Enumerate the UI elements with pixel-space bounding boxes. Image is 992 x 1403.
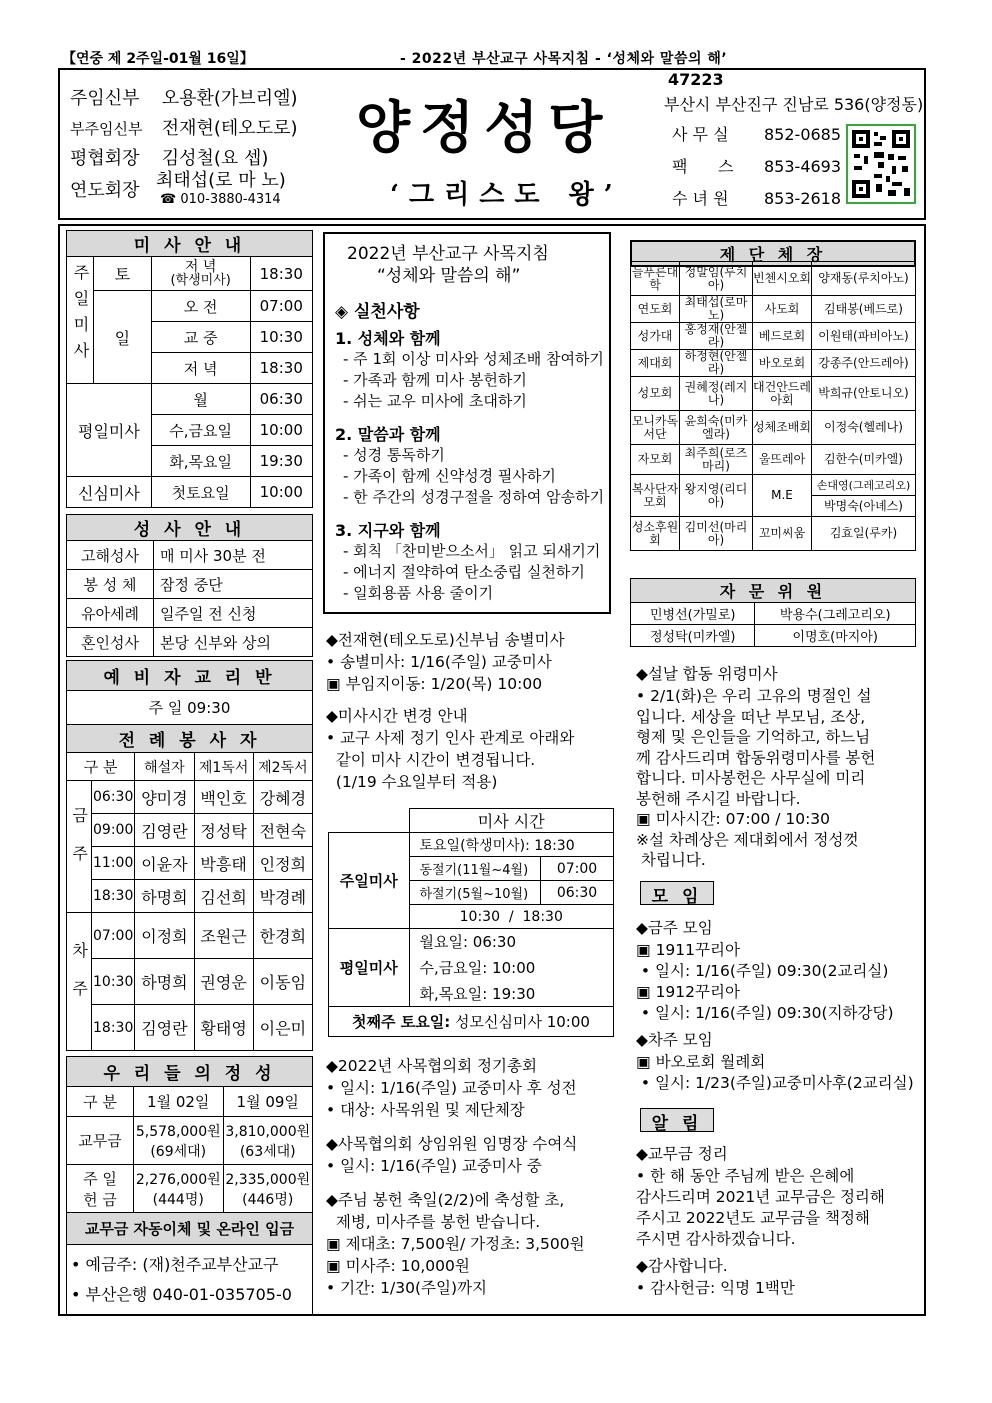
offering-header: 1월 09일 (223, 1087, 313, 1117)
liturgy-server: 권영운 (194, 959, 253, 1005)
assembly-title: ◆2022년 사목협의회 정기총회 (326, 1057, 537, 1075)
feast-line: ▣ 제대초: 7,500원/ 가정초: 3,500원 (326, 1235, 585, 1253)
liturgy-server: 박흥태 (194, 847, 253, 880)
advisor-name: 정성탁(미카엘) (631, 625, 755, 647)
sunday-offering-label: 주 일 헌 금 (67, 1165, 134, 1213)
bulletin-header (58, 68, 926, 220)
sacrament-value: 일주일 전 신청 (154, 599, 313, 628)
text-line: • 한 해 동안 주님께 받은 은혜에 (636, 1167, 855, 1185)
text-line: ▣ 1911꾸리아 (636, 941, 740, 959)
group-leader: 손대영(그레고리오) (812, 475, 916, 496)
summer-label: 하절기(5월~10월) (409, 881, 541, 905)
offering-title: 우 리 들 의 정 성 (67, 1057, 313, 1087)
group-leader: 이정숙(헬레나) (812, 411, 916, 445)
practice-line: - 주 1회 이상 미사와 성체조배 참여하기 (343, 350, 604, 368)
new-mass-time-table (328, 808, 614, 1037)
group-leader: 홍정재(안젤라) (680, 323, 753, 350)
new-weekday-time: 수,금요일: 10:00 (409, 955, 614, 981)
new-weekday-time: 월요일: 06:30 (409, 929, 614, 955)
practice-line: - 일회용품 사용 줄이기 (343, 584, 494, 602)
group-name: M.E (753, 475, 812, 517)
text-line: 형제 및 은인들을 기억하고, 하느님 (636, 728, 871, 746)
group-leader: 강종주(안드레아) (812, 350, 916, 377)
liturgy-server: 이동임 (253, 959, 312, 1005)
sacrament-label: 유아세례 (67, 599, 154, 628)
saturday-time: 18:30 (250, 257, 312, 291)
group-leader: 박희규(안토니오) (812, 377, 916, 411)
winter-label: 동절기(11월~4월) (409, 857, 541, 881)
group-leader: 김태봉(베드로) (812, 296, 916, 323)
staff-memorial-name: 최태섭(로 마 노) (156, 170, 286, 191)
group-leader: 김한수(미카엘) (812, 445, 916, 475)
liturgy-time: 07:00 (92, 913, 135, 959)
liturgy-server: 조원근 (194, 913, 253, 959)
office-phone: 사 무 실 852-0685 (672, 125, 842, 144)
dues-title: ◆교무금 정리 (636, 1145, 728, 1163)
staff-assistant: 부주임신부 전재현(테오도로) (70, 118, 298, 139)
sunday-label: 일 (94, 291, 152, 384)
staff-memorial: 연도회장 (70, 180, 140, 201)
mass-time-title: 미사 시간 (409, 809, 614, 833)
sun-evening-label: 저 녁 (151, 353, 250, 384)
sunday-mass-label: 주일미사 (67, 257, 94, 384)
liturgy-header: 해설자 (135, 753, 194, 781)
assembly-line: • 대상: 사목위원 및 제단체장 (326, 1101, 525, 1119)
catechumen-time: 주 일 09:30 (67, 691, 313, 725)
text-line: ▣ 바오로회 월례회 (636, 1053, 766, 1071)
liturgy-server: 정성탁 (194, 814, 253, 847)
group-leader: 김효일(루카) (812, 517, 916, 551)
new-saturday: 토요일(학생미사): 18:30 (409, 833, 614, 857)
farewell-line: ▣ 부임지이동: 1/20(목) 10:00 (326, 675, 543, 693)
devotion-mass-label: 신심미사 (67, 477, 152, 508)
text-line: • 2/1(화)은 우리 고유의 명절인 설 (636, 687, 872, 705)
qr-code-icon[interactable] (846, 124, 916, 204)
group-leader: 왕지영(리디아) (680, 475, 753, 517)
group-leader: 박명숙(아녜스) (812, 496, 916, 517)
liturgy-server: 백인호 (194, 781, 253, 814)
liturgy-table (66, 724, 313, 1051)
group-name: 바오로회 (753, 350, 812, 377)
liturgy-time: 11:00 (92, 847, 135, 880)
liturgy-time: 10:30 (92, 959, 135, 1005)
mass-change-line: • 교구 사제 정기 인사 관계로 아래와 (326, 729, 575, 747)
feast-title: 제병, 미사주를 봉헌 받습니다. (326, 1213, 541, 1231)
group-leader: 윤희숙(미카엘라) (680, 411, 753, 445)
group-leader: 정말임(루치아) (680, 262, 753, 296)
group-name: 대건안드레아회 (753, 377, 812, 411)
memorial-phone: ☎ 010-3880-4314 (160, 192, 281, 207)
liturgy-server: 이정희 (135, 913, 194, 959)
church-name: 양정성당 (356, 95, 613, 161)
appointment-line: • 일시: 1/16(주일) 교중미사 중 (326, 1157, 542, 1175)
pastoral-title: 2022년 부산교구 사목지침 (347, 244, 549, 264)
sacrament-label: 혼인성사 (67, 628, 154, 657)
this-week-meetings-title: ◆금주 모임 (636, 919, 713, 937)
summer-time: 06:30 (541, 881, 614, 905)
feast-line: ▣ 미사주: 10,000원 (326, 1257, 470, 1275)
text-line: • 일시: 1/23(주일)교중미사후(2교리실) (636, 1074, 914, 1092)
this-week-label: 금주 (67, 781, 92, 913)
group-name: 성모회 (631, 377, 680, 411)
liturgy-time: 06:30 (92, 781, 135, 814)
feast-line: • 기간: 1/30(주일)까지 (326, 1279, 487, 1297)
advisor-name: 박용수(그레고리오) (755, 603, 916, 625)
account-info: • 예금주: (재)천주교부산교구 • 부산은행 040-01-035705-0 (67, 1245, 313, 1315)
weekday-wedfri-time: 10:00 (250, 415, 312, 446)
liturgy-server: 하명희 (135, 880, 194, 913)
text-line: 감사드리며 2021년 교무금은 정리해 (636, 1188, 885, 1206)
practice-item-head: 2. 말씀과 함께 (335, 425, 441, 444)
pastoral-subtitle: “성체와 말씀의 해” (377, 266, 521, 286)
advisors-title: 자 문 위 원 (631, 579, 916, 603)
sacrament-value: 매 미사 30분 전 (154, 541, 313, 570)
text-line: • 감사헌금: 익명 1백만 (636, 1279, 795, 1297)
liturgy-server: 이윤자 (135, 847, 194, 880)
sun-morning-label: 오 전 (151, 291, 250, 322)
text-line: 합니다. 미사봉헌은 사무실에 미리 (636, 769, 866, 787)
mass-guide-title: 미 사 안 내 (67, 231, 313, 257)
mass-change-line: (1/19 수요일부터 적용) (326, 773, 498, 791)
group-name: 늘푸른대학 (631, 262, 680, 296)
weekday-mass-label: 평일미사 (67, 384, 152, 477)
liturgy-header: 제2독서 (253, 753, 312, 781)
groups-title: 제 단 체 장 (631, 241, 915, 266)
weekday-mon-label: 월 (151, 384, 250, 415)
practice-line: - 가족과 함께 미사 봉헌하기 (343, 371, 527, 389)
practice-line: - 성경 통독하기 (343, 446, 445, 464)
group-leader: 최태섭(로마노) (680, 296, 753, 323)
group-name: 모니카독서단 (631, 411, 680, 445)
pastoral-guideline-box (323, 232, 611, 614)
catechumen-title: 예 비 자 교 리 반 (67, 661, 313, 691)
fax-number: 팩 스 853-4693 (672, 157, 842, 176)
postcode: 47223 (668, 70, 724, 89)
sacrament-title: 성 사 안 내 (67, 515, 313, 541)
liturgy-title: 전 례 봉 사 자 (67, 725, 313, 753)
sun-evening-time: 18:30 (250, 353, 312, 384)
practice-heading: ◈ 실천사항 (335, 302, 420, 322)
top-line (62, 48, 930, 68)
mass-change-title: ◆미사시간 변경 안내 (326, 707, 468, 725)
liturgy-server: 이은미 (253, 1005, 312, 1051)
staff-council: 평협회장 김성철(요 셉) (70, 148, 269, 169)
lunar-title: ◆설날 합동 위령미사 (636, 665, 778, 683)
church-subtitle: ‘그리스도 왕’ (390, 180, 623, 210)
notices-tag: 알 림 (640, 1108, 714, 1132)
weekday-tuethu-time: 19:30 (250, 446, 312, 477)
issue-date: 【연중 제 2주일-01월 16일】 (62, 51, 254, 67)
thanks-title: ◆감사합니다. (636, 1257, 728, 1275)
devotion-day: 첫토요일 (151, 477, 250, 508)
sacrament-label: 고해성사 (67, 541, 154, 570)
sunday-offering-week1: 2,276,000원 (444명) (134, 1165, 224, 1213)
liturgy-time: 18:30 (92, 880, 135, 913)
text-line: 차립니다. (636, 851, 706, 869)
next-week-label: 차주 (67, 913, 92, 1051)
sunday-more-times: 10:30 / 18:30 (409, 905, 614, 929)
appointment-title: ◆사목협의회 상임위원 임명장 수여식 (326, 1135, 578, 1153)
sunday-offering-week2: 2,335,000원 (446명) (223, 1165, 313, 1213)
liturgy-server: 한경희 (253, 913, 312, 959)
text-line: 주시고 2022년도 교무금을 책정해 (636, 1209, 870, 1227)
practice-line: - 쉬는 교우 미사에 초대하기 (343, 392, 527, 410)
sacrament-value: 본당 신부와 상의 (154, 628, 313, 657)
sacrament-value: 잠정 중단 (154, 570, 313, 599)
mass-guide-table (66, 230, 313, 508)
group-name: 연도회 (631, 296, 680, 323)
liturgy-time: 09:00 (92, 814, 135, 847)
feast-title: ◆주님 봉헌 축일(2/2)에 축성할 초, (326, 1191, 565, 1209)
sun-morning-time: 07:00 (250, 291, 312, 322)
offering-header: 1월 02일 (134, 1087, 224, 1117)
group-name: 성가대 (631, 323, 680, 350)
text-line: ※설 차례상은 제대회에서 정성껏 (636, 830, 859, 849)
liturgy-server: 하명희 (135, 959, 194, 1005)
practice-line: - 한 주간의 성경구절을 정하여 암송하기 (343, 488, 605, 506)
convent-phone: 수 녀 원 853-2618 (672, 189, 842, 208)
liturgy-server: 전현숙 (253, 814, 312, 847)
dues-label: 교무금 (67, 1117, 134, 1165)
groups-body (630, 261, 916, 551)
group-name: 베드로회 (753, 323, 812, 350)
practice-line: - 에너지 절약하여 탄소중립 실천하기 (343, 563, 585, 581)
sacrament-label: 봉 성 체 (67, 570, 154, 599)
assembly-line: • 일시: 1/16(주일) 교중미사 후 성전 (326, 1079, 577, 1097)
group-leader: 하정현(안젤라) (680, 350, 753, 377)
sun-main-label: 교 중 (151, 322, 250, 353)
practice-item-head: 1. 성체와 함께 (335, 329, 441, 348)
staff-pastor: 주임신부 오용환(가브리엘) (70, 88, 298, 109)
liturgy-server: 강혜경 (253, 781, 312, 814)
group-leader: 이원태(파비아노) (812, 323, 916, 350)
catechumen-table (66, 660, 313, 725)
address: 부산시 부산진구 진남로 536(양정동) (664, 95, 924, 114)
weekday-wedfri-label: 수,금요일 (151, 415, 250, 446)
text-line: 봉헌해 주시길 바랍니다. (636, 789, 801, 808)
group-name: 사도회 (753, 296, 812, 323)
text-line: • 일시: 1/16(주일) 09:30(지하강당) (636, 1004, 894, 1022)
liturgy-server: 김영란 (135, 814, 194, 847)
weekday-mon-time: 06:30 (250, 384, 312, 415)
group-leader: 김미선(마리아) (680, 517, 753, 551)
liturgy-server: 양미경 (135, 781, 194, 814)
farewell-title: ◆전재현(테오도로)신부님 송별미사 (326, 631, 565, 649)
new-sunday-label: 주일미사 (329, 833, 410, 929)
liturgy-time: 18:30 (92, 1005, 135, 1051)
advisor-name: 이명호(마지아) (755, 625, 916, 647)
practice-item-head: 3. 지구와 함께 (335, 521, 441, 540)
liturgy-server: 김영란 (135, 1005, 194, 1051)
diocese-motto: - 2022년 부산교구 사목지침 - ‘성체와 말씀의 해’ (400, 51, 728, 67)
group-leader: 권혜정(레지나) (680, 377, 753, 411)
liturgy-header: 제1독서 (194, 753, 253, 781)
meetings-tag: 모 임 (640, 881, 714, 905)
saturday-label: 토 (94, 257, 152, 291)
group-name: 꼬미씨움 (753, 517, 812, 551)
sacrament-table (66, 514, 313, 657)
new-weekday-label: 평일미사 (329, 929, 410, 1007)
text-line: 께 감사드리며 합동위령미사를 봉헌 (636, 748, 876, 767)
group-name: 제대회 (631, 350, 680, 377)
text-line: ▣ 1912꾸리아 (636, 983, 740, 1001)
mass-change-line: 같이 미사 시간이 변경됩니다. (326, 751, 536, 769)
farewell-line: • 송별미사: 1/16(주일) 교중미사 (326, 653, 552, 671)
group-name: 성체조배회 (753, 411, 812, 445)
winter-time: 07:00 (541, 857, 614, 881)
advisor-name: 민병선(가밀로) (631, 603, 755, 625)
liturgy-server: 박경례 (253, 880, 312, 913)
group-name: 울뜨레아 (753, 445, 812, 475)
next-week-meetings-title: ◆차주 모임 (636, 1031, 713, 1049)
group-leader: 양재동(루치아노) (812, 262, 916, 296)
practice-line: - 회칙 「찬미받으소서」 읽고 되새기기 (343, 542, 601, 560)
group-name: 빈첸시오회 (753, 262, 812, 296)
sun-main-time: 10:30 (250, 322, 312, 353)
new-weekday-time: 화,목요일: 19:30 (409, 981, 614, 1007)
weekday-tuethu-label: 화,목요일 (151, 446, 250, 477)
group-leader: 최주희(로즈마리) (680, 445, 753, 475)
group-name: 성소후원회 (631, 517, 680, 551)
auto-transfer-title: 교무금 자동이체 및 온라인 입금 (67, 1213, 313, 1245)
advisors-table (630, 578, 916, 647)
offering-table (66, 1056, 313, 1315)
liturgy-server: 황태영 (194, 1005, 253, 1051)
dues-week1: 5,578,000원 (69세대) (134, 1117, 224, 1165)
offering-header: 구 분 (67, 1087, 134, 1117)
saturday-evening: 저 녁 (학생미사) (151, 257, 250, 291)
liturgy-server: 인정희 (253, 847, 312, 880)
dues-week2: 3,810,000원 (63세대) (223, 1117, 313, 1165)
group-name: 자모회 (631, 445, 680, 475)
text-line: 입니다. 세상을 떠난 부모님, 조상, (636, 707, 866, 726)
liturgy-server: 김선희 (194, 880, 253, 913)
group-name: 복사단자모회 (631, 475, 680, 517)
practice-line: - 가족이 함께 신약성경 필사하기 (343, 467, 556, 485)
text-line: ▣ 미사시간: 07:00 / 10:30 (636, 810, 831, 828)
liturgy-header: 구 분 (67, 753, 135, 781)
text-line: • 일시: 1/16(주일) 09:30(2교리실) (636, 962, 889, 980)
text-line: 주시면 감사하겠습니다. (636, 1230, 796, 1248)
first-saturday: 첫째주 토요일: 성모신심미사 10:00 (329, 1007, 614, 1037)
devotion-time: 10:00 (250, 477, 312, 508)
